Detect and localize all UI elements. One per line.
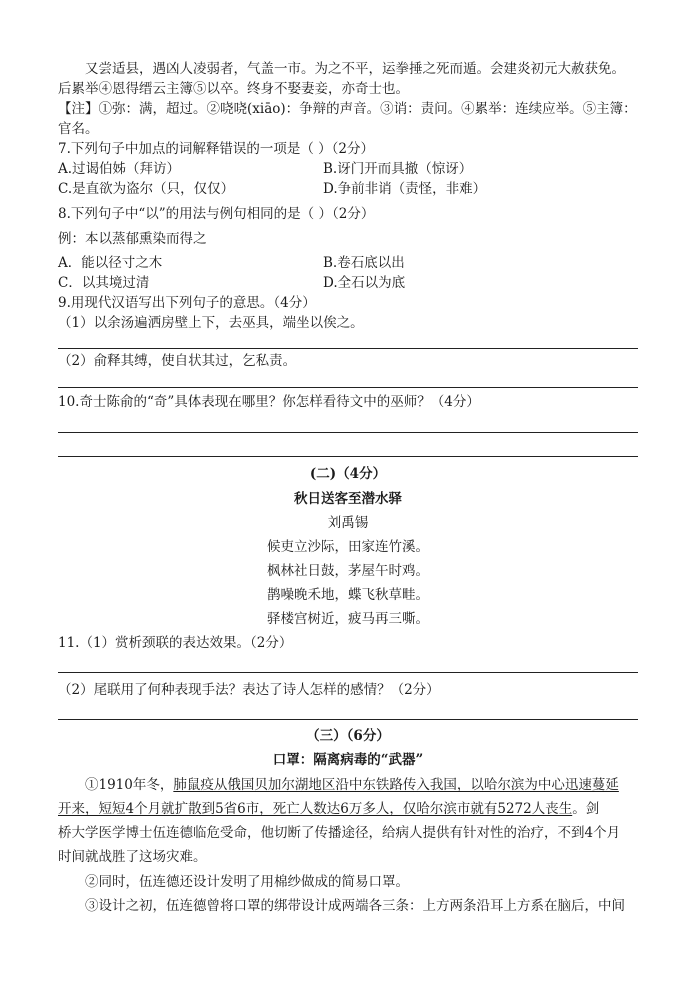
poem-line: 鹊噪晚禾地，蝶飞秋草畦。 xyxy=(267,587,429,603)
para-1-line-2-tail: 。剑 xyxy=(572,801,600,817)
poem-line: 驿楼宫树近，疲马再三嘶。 xyxy=(267,611,429,627)
answer-line[interactable] xyxy=(58,387,638,388)
q8-stem: 8.下列句子中“以”的用法与例句相同的是（ ）（2分） xyxy=(58,206,375,222)
passage-line-2: 后累举④恩得缙云主簿⑤以卒。终身不娶妻妾，亦奇士也。 xyxy=(58,81,409,97)
q7-option-d: D.争前非诮（责怪，非难） xyxy=(323,181,487,197)
q10-stem: 10.奇士陈俞的“奇”具体表现在哪里？你怎样看待文中的巫师？（4分） xyxy=(58,394,480,410)
q8-option-d: D.全石以为底 xyxy=(323,275,406,291)
answer-line[interactable] xyxy=(58,456,638,457)
q8-example: 例：本以蒸郁熏染而得之 xyxy=(58,231,207,247)
poem-line: 枫林社日鼓，茅屋午时鸡。 xyxy=(267,563,429,579)
q8-option-c: C．以其境过清 xyxy=(58,275,150,291)
q7-option-c: C.是直欲为盗尔（只，仅仅） xyxy=(58,181,235,197)
answer-line[interactable] xyxy=(58,432,638,433)
article-para-1-line-4: 时间就战胜了这场灾难。 xyxy=(58,849,207,865)
q7-option-b: B.讶门开而具撤（惊讶） xyxy=(323,161,473,177)
notes-line-1: 【注】①弥：满，超过。②哓哓(xiāo)：争辩的声音。③诮：责问。④累举：连续应举。⑤主簿： xyxy=(58,101,637,117)
poem-title: 秋日送客至潜水驿 xyxy=(294,491,402,507)
notes-line-2: 官名。 xyxy=(58,121,99,137)
answer-line[interactable] xyxy=(58,719,638,720)
q11-part1: 11.（1）赏析颈联的表达效果。（2分） xyxy=(58,635,293,651)
section-2-heading: (二)（4分） xyxy=(309,466,387,482)
answer-line[interactable] xyxy=(58,672,638,673)
article-para-3: ③设计之初，伍连德曾将口罩的绑带设计成两端各三条：上方两条沿耳上方系在脑后，中间 xyxy=(85,898,625,914)
answer-line[interactable] xyxy=(58,348,638,349)
q11-part2: （2）尾联用了何种表现手法？表达了诗人怎样的感情？（2分） xyxy=(58,682,440,698)
q8-option-b: B.卷石底以出 xyxy=(323,255,405,271)
article-para-1-line-1 xyxy=(85,776,619,794)
article-para-1-line-3: 桥大学医学博士伍连德临危受命，他切断了传播途径，给病人提供有针对性的治疗，不到4个月 xyxy=(58,825,621,841)
underlined-sentence-cont: 开来，短短4个月就扩散到5省6市，死亡人数达6万多人，仅哈尔滨市就有5272人丧生 xyxy=(58,801,573,817)
article-para-2: ②同时，伍连德还设计发明了用棉纱做成的简易口罩。 xyxy=(85,874,409,890)
q7-stem: 7.下列句子中加点的词解释错误的一项是（ ）（2分） xyxy=(58,141,375,157)
q9-sub1: （1）以余汤遍洒房壁上下，去巫具，端坐以俟之。 xyxy=(58,315,364,331)
q9-stem: 9.用现代汉语写出下列句子的意思。（4分） xyxy=(58,295,316,311)
article-title: 口罩：隔离病毒的“武器” xyxy=(272,752,424,768)
q9-sub2: （2）俞释其缚，使自状其过，乞私责。 xyxy=(58,353,297,369)
passage-line-1: 又尝适县，遇凶人凌弱者，气盖一市。为之不平，运拳捶之死而遁。会建炎初元大赦获免。 xyxy=(85,61,625,77)
q8-option-a: A．能以径寸之木 xyxy=(58,255,163,271)
poem-author: 刘禹锡 xyxy=(327,515,369,531)
article-para-1-line-2 xyxy=(58,800,599,818)
q7-option-a: A.过谒伯姊（拜访） xyxy=(58,161,181,177)
section-3-heading: （三）（6分） xyxy=(306,728,390,744)
underlined-sentence: 肺鼠疫从俄国贝加尔湖地区沿中东铁路传入我国，以哈尔滨为中心迅速蔓延 xyxy=(173,777,619,793)
para-1-lead: ①1910年冬， xyxy=(85,777,174,793)
poem-line: 候吏立沙际，田家连竹溪。 xyxy=(267,539,429,555)
